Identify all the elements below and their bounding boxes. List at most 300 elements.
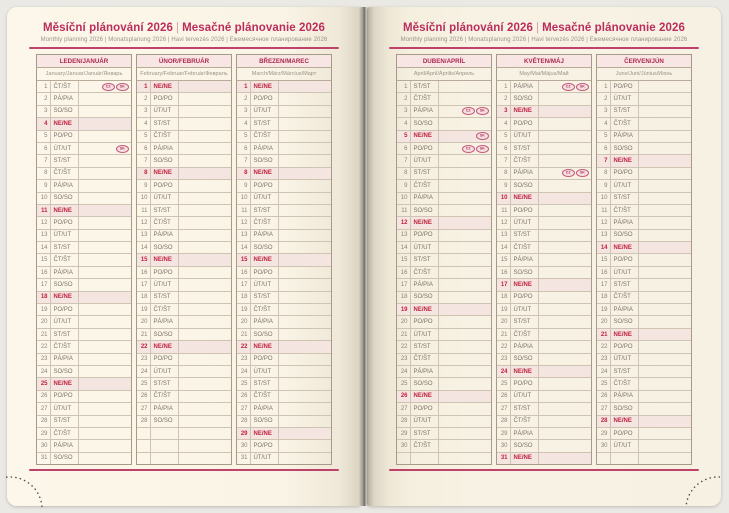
day-number: 13: [400, 232, 408, 239]
day-notes-cell: [439, 131, 491, 142]
day-weekday-label: ST/ST: [410, 254, 439, 265]
holiday-badge-sk-icon: SK: [476, 107, 489, 115]
day-row: [137, 81, 231, 92]
day-notes-cell: [179, 416, 231, 427]
header-rule: [29, 47, 339, 49]
stitch-arc-icon: [680, 465, 722, 507]
day-notes-cell: [79, 168, 131, 179]
day-weekday-label: ÚT/UT: [510, 217, 539, 228]
day-number: 21: [500, 331, 508, 338]
day-number: 5: [604, 133, 608, 140]
day-row: [237, 278, 331, 290]
day-notes-cell: [79, 391, 131, 402]
day-number: 27: [400, 405, 408, 412]
day-number: 2: [604, 96, 608, 103]
day-notes-cell: [179, 143, 231, 154]
day-number: 16: [500, 269, 508, 276]
day-number: 22: [400, 343, 408, 350]
day-weekday-label: ST/ST: [510, 143, 539, 154]
day-weekday-label: PO/PO: [150, 354, 179, 365]
day-notes-cell: [179, 341, 231, 352]
month-table-january: [36, 54, 132, 465]
day-number: 27: [500, 405, 508, 412]
day-weekday-label: SO/SO: [150, 155, 179, 166]
day-notes-cell: [439, 279, 491, 290]
day-notes-cell: [539, 440, 591, 451]
day-row: [497, 328, 591, 340]
day-row: [397, 377, 491, 389]
day-row: [597, 328, 691, 340]
day-weekday-label: PÁ/PIA: [150, 230, 179, 241]
day-number: 3: [44, 108, 48, 115]
day-row: [237, 439, 331, 451]
day-weekday-label: ST/ST: [410, 341, 439, 352]
day-weekday-label: ČT/ŠT: [50, 81, 79, 92]
day-number: 18: [40, 294, 48, 301]
day-row: [497, 154, 591, 166]
day-weekday-label: NE/NE: [510, 366, 539, 377]
day-weekday-label: ČT/ŠT: [410, 93, 439, 104]
day-notes-cell: [539, 193, 591, 204]
day-weekday-label: NE/NE: [50, 118, 79, 129]
day-row: [137, 216, 231, 228]
day-number: 30: [500, 443, 508, 450]
day-row: [397, 266, 491, 278]
day-number: 25: [500, 381, 508, 388]
day-row: [397, 105, 491, 117]
day-notes-cell: [639, 378, 691, 389]
day-notes-cell: [179, 217, 231, 228]
day-row: [497, 427, 591, 439]
day-notes-cell: [439, 304, 491, 315]
day-notes-cell: [279, 131, 331, 142]
day-number: 8: [504, 170, 508, 177]
day-notes-cell: [179, 378, 231, 389]
day-weekday-label: PO/PO: [610, 254, 639, 265]
day-number: 20: [40, 319, 48, 326]
day-notes-cell: [79, 230, 131, 241]
day-row: [37, 390, 131, 402]
day-weekday-label: NE/NE: [250, 341, 279, 352]
page-title-czech: Měsíční plánování 2026: [402, 22, 533, 34]
holiday-badge-sk-icon: SK: [476, 145, 489, 153]
day-row: [237, 117, 331, 129]
day-notes-cell: [179, 106, 231, 117]
day-number: 2: [244, 96, 248, 103]
day-row: [237, 192, 331, 204]
day-number: 2: [504, 96, 508, 103]
day-notes-cell: [439, 316, 491, 327]
day-row: [397, 452, 491, 464]
day-notes-cell: [79, 217, 131, 228]
day-row: [37, 154, 131, 166]
day-weekday-label: ČT/ŠT: [250, 217, 279, 228]
day-weekday-label: PO/PO: [610, 168, 639, 179]
day-number: 18: [140, 294, 148, 301]
day-row: [37, 204, 131, 216]
day-weekday-label: ČT/ŠT: [510, 155, 539, 166]
day-number: 23: [140, 356, 148, 363]
day-notes-cell: [639, 428, 691, 439]
day-weekday-label: ST/ST: [610, 279, 639, 290]
day-notes-cell: [79, 304, 131, 315]
day-row: [137, 229, 231, 241]
day-weekday-label: PÁ/PIA: [610, 131, 639, 142]
day-weekday-label: SO/SO: [50, 453, 79, 464]
day-number: 20: [500, 319, 508, 326]
day-number: 19: [140, 306, 148, 313]
day-weekday-label: ST/ST: [610, 106, 639, 117]
day-number: 19: [600, 306, 608, 313]
day-weekday-label: PO/PO: [250, 267, 279, 278]
day-row: [137, 154, 231, 166]
day-row: [37, 303, 131, 315]
day-notes-cell: [79, 341, 131, 352]
day-number: 21: [400, 331, 408, 338]
day-row: [397, 216, 491, 228]
day-row: [497, 390, 591, 402]
day-weekday-label: [610, 453, 639, 464]
day-notes-cell: [539, 329, 591, 340]
day-row: [237, 303, 331, 315]
day-row: [137, 452, 231, 464]
title-separator: |: [176, 22, 180, 34]
day-notes-cell: [439, 242, 491, 253]
day-number: 24: [40, 368, 48, 375]
day-number: 28: [40, 418, 48, 425]
day-notes-cell: [279, 168, 331, 179]
day-row: [497, 179, 591, 191]
day-notes-cell: [639, 180, 691, 191]
holiday-badge-sk-icon: SK: [476, 132, 489, 140]
day-number: 6: [604, 145, 608, 152]
day-weekday-label: ČT/ŠT: [150, 391, 179, 402]
day-row: [397, 154, 491, 166]
day-row: [137, 92, 231, 104]
day-number: 17: [240, 281, 248, 288]
day-weekday-label: PO/PO: [510, 205, 539, 216]
day-notes-cell: [79, 155, 131, 166]
day-weekday-label: ST/ST: [150, 292, 179, 303]
day-row: [397, 402, 491, 414]
day-row: [497, 229, 591, 241]
day-notes-cell: [539, 428, 591, 439]
day-weekday-label: PÁ/PIA: [510, 168, 539, 179]
day-notes-cell: [279, 180, 331, 191]
day-number: 15: [500, 257, 508, 264]
day-number: 27: [240, 405, 248, 412]
day-row: [237, 291, 331, 303]
day-row: [497, 439, 591, 451]
day-weekday-label: ST/ST: [510, 316, 539, 327]
day-number: 13: [600, 232, 608, 239]
page-title: [7, 22, 361, 34]
day-weekday-label: PO/PO: [250, 354, 279, 365]
holiday-badge-sk-icon: SK: [116, 83, 129, 91]
day-number: 14: [140, 244, 148, 251]
day-notes-cell: [439, 217, 491, 228]
day-notes-cell: [179, 453, 231, 464]
day-weekday-label: PO/PO: [150, 267, 179, 278]
day-notes-cell: [179, 81, 231, 92]
day-notes-cell: [79, 205, 131, 216]
day-number: 28: [140, 418, 148, 425]
day-number: 26: [600, 393, 608, 400]
day-weekday-label: PO/PO: [250, 93, 279, 104]
day-notes-cell: [179, 391, 231, 402]
day-weekday-label: [150, 440, 179, 451]
day-number: 19: [500, 306, 508, 313]
day-notes-cell: [639, 341, 691, 352]
day-notes-cell: [79, 180, 131, 191]
holiday-badge-sk-icon: SK: [576, 169, 589, 177]
day-number: 11: [401, 207, 408, 214]
day-weekday-label: PO/PO: [50, 304, 79, 315]
day-row: [397, 415, 491, 427]
day-weekday-label: PO/PO: [610, 81, 639, 92]
day-number: 23: [600, 356, 608, 363]
day-weekday-label: PÁ/PIA: [50, 354, 79, 365]
day-notes-cell: [79, 329, 131, 340]
day-number: 7: [604, 158, 608, 165]
day-notes-cell: [439, 118, 491, 129]
day-row: [597, 340, 691, 352]
day-notes-cell: [539, 143, 591, 154]
day-number: 7: [144, 158, 148, 165]
month-rows: [37, 81, 131, 464]
day-row: [597, 179, 691, 191]
day-weekday-label: SO/SO: [150, 416, 179, 427]
day-row: [37, 291, 131, 303]
day-notes-cell: [279, 403, 331, 414]
day-row: [497, 216, 591, 228]
day-weekday-label: NE/NE: [250, 81, 279, 92]
day-notes-cell: [179, 254, 231, 265]
day-notes-cell: [439, 180, 491, 191]
day-number: [597, 453, 610, 464]
day-weekday-label: PÁ/PIA: [50, 93, 79, 104]
day-number: 24: [140, 368, 148, 375]
day-number: 21: [40, 331, 48, 338]
day-number: 29: [240, 430, 248, 437]
day-notes-cell: [439, 143, 491, 154]
day-notes-cell: [439, 93, 491, 104]
day-notes-cell: [639, 329, 691, 340]
day-notes-cell: [79, 366, 131, 377]
day-number: 29: [400, 430, 408, 437]
day-notes-cell: [439, 267, 491, 278]
month-rows: [137, 81, 231, 464]
day-notes-cell: [179, 193, 231, 204]
day-row: [137, 241, 231, 253]
day-weekday-label: ÚT/UT: [610, 354, 639, 365]
month-title: KVĚTEN/MÁJ: [497, 55, 591, 68]
day-notes-cell: [539, 292, 591, 303]
day-number: 6: [144, 145, 148, 152]
day-notes-cell: [279, 254, 331, 265]
day-notes-cell: [179, 180, 231, 191]
day-row: [397, 291, 491, 303]
day-notes-cell: [539, 267, 591, 278]
day-weekday-label: NE/NE: [410, 304, 439, 315]
day-notes-cell: [539, 118, 591, 129]
day-notes-cell: [79, 131, 131, 142]
page-title-slovak: Mesačné plánovanie 2026: [182, 22, 326, 34]
day-number: 15: [140, 257, 148, 264]
day-notes-cell: [79, 403, 131, 414]
day-notes-cell: [539, 131, 591, 142]
month-languages: June/Juni/Június/Июнь: [597, 68, 691, 81]
day-notes-cell: [639, 316, 691, 327]
day-number: 17: [140, 281, 148, 288]
day-notes-cell: [79, 354, 131, 365]
day-notes-cell: [639, 81, 691, 92]
day-notes-cell: [539, 180, 591, 191]
day-number: 9: [404, 182, 408, 189]
day-number: 23: [500, 356, 508, 363]
day-number: 25: [140, 381, 148, 388]
day-weekday-label: ÚT/UT: [610, 93, 639, 104]
day-number: 22: [40, 343, 48, 350]
day-row: [597, 353, 691, 365]
day-notes-cell: [439, 168, 491, 179]
day-number: 12: [240, 219, 248, 226]
page-subtitle: Monthly planning 2026 | Monatsplanung 2026 | Havi tervezés 2026 | Ежемесячное планирование 2026: [400, 37, 688, 43]
day-number: 25: [400, 381, 408, 388]
day-weekday-label: NE/NE: [150, 254, 179, 265]
day-number: 16: [140, 269, 148, 276]
day-row: [37, 377, 131, 389]
day-notes-cell: [179, 403, 231, 414]
day-row: [137, 427, 231, 439]
day-row: [397, 253, 491, 265]
day-number: 15: [600, 257, 608, 264]
day-weekday-label: ČT/ŠT: [150, 131, 179, 142]
day-row: [397, 204, 491, 216]
day-notes-cell: [79, 453, 131, 464]
day-number: 10: [600, 195, 608, 202]
day-row: [37, 353, 131, 365]
day-weekday-label: PÁ/PIA: [50, 180, 79, 191]
day-row: [597, 81, 691, 92]
day-notes-cell: [179, 366, 231, 377]
day-number: 18: [400, 294, 408, 301]
day-number: [137, 453, 150, 464]
day-notes-cell: [279, 440, 331, 451]
day-row: [37, 216, 131, 228]
day-notes-cell: [439, 378, 491, 389]
day-row: [237, 154, 331, 166]
day-number: [137, 440, 150, 451]
day-notes-cell: [539, 341, 591, 352]
day-notes-cell: [639, 440, 691, 451]
day-row: [397, 130, 491, 142]
day-weekday-label: ÚT/UT: [50, 143, 79, 154]
day-notes-cell: [179, 131, 231, 142]
day-weekday-label: PÁ/PIA: [50, 440, 79, 451]
holiday-badge-cz-icon: CZ: [562, 83, 575, 91]
day-number: 1: [244, 83, 248, 90]
day-weekday-label: ÚT/UT: [610, 267, 639, 278]
day-row: [597, 315, 691, 327]
day-notes-cell: [79, 440, 131, 451]
day-row: [597, 365, 691, 377]
day-row: [37, 105, 131, 117]
day-weekday-label: PO/PO: [50, 131, 79, 142]
day-notes-cell: [539, 316, 591, 327]
day-notes-cell: [539, 391, 591, 402]
day-weekday-label: NE/NE: [510, 106, 539, 117]
day-weekday-label: ČT/ŠT: [150, 217, 179, 228]
day-weekday-label: PÁ/PIA: [610, 217, 639, 228]
day-weekday-label: PO/PO: [250, 440, 279, 451]
day-weekday-label: [150, 453, 179, 464]
day-row: [237, 402, 331, 414]
day-weekday-label: SO/SO: [250, 155, 279, 166]
day-notes-cell: [639, 304, 691, 315]
day-number: 4: [144, 120, 148, 127]
day-weekday-label: ČT/ŠT: [250, 131, 279, 142]
day-notes-cell: [639, 254, 691, 265]
day-row: [37, 315, 131, 327]
day-number: 23: [240, 356, 248, 363]
day-weekday-label: PÁ/PIA: [410, 366, 439, 377]
day-row: [397, 92, 491, 104]
day-notes-cell: [179, 329, 231, 340]
day-notes-cell: [179, 242, 231, 253]
day-weekday-label: NE/NE: [50, 292, 79, 303]
day-number: 3: [144, 108, 148, 115]
day-weekday-label: ČT/ŠT: [50, 168, 79, 179]
day-number: 30: [40, 443, 48, 450]
day-weekday-label: NE/NE: [410, 391, 439, 402]
day-weekday-label: PÁ/PIA: [410, 193, 439, 204]
day-notes-cell: [279, 329, 331, 340]
day-row: [37, 117, 131, 129]
day-weekday-label: SO/SO: [510, 180, 539, 191]
day-number: 10: [140, 195, 148, 202]
day-weekday-label: ST/ST: [150, 118, 179, 129]
day-notes-cell: [279, 366, 331, 377]
day-weekday-label: NE/NE: [410, 217, 439, 228]
month-languages: February/Februar/Február/Февраль: [137, 68, 231, 81]
day-weekday-label: SO/SO: [410, 118, 439, 129]
day-weekday-label: SO/SO: [50, 193, 79, 204]
day-notes-cell: [179, 428, 231, 439]
day-number: 25: [240, 381, 248, 388]
day-row: [497, 130, 591, 142]
day-number: 1: [504, 83, 508, 90]
day-weekday-label: ST/ST: [510, 230, 539, 241]
day-row: [37, 229, 131, 241]
day-row: [137, 390, 231, 402]
month-table-may: [496, 54, 592, 465]
day-row: [237, 204, 331, 216]
day-number: 4: [404, 120, 408, 127]
day-number: 21: [140, 331, 148, 338]
day-number: 16: [40, 269, 48, 276]
planner-page-left: [7, 7, 361, 506]
day-number: 14: [600, 244, 608, 251]
day-number: 1: [144, 83, 148, 90]
day-notes-cell: [79, 143, 131, 154]
day-notes-cell: [539, 106, 591, 117]
day-notes-cell: [179, 267, 231, 278]
day-number: 11: [141, 207, 148, 214]
day-weekday-label: SO/SO: [510, 267, 539, 278]
day-row: [497, 266, 591, 278]
day-notes-cell: [639, 118, 691, 129]
